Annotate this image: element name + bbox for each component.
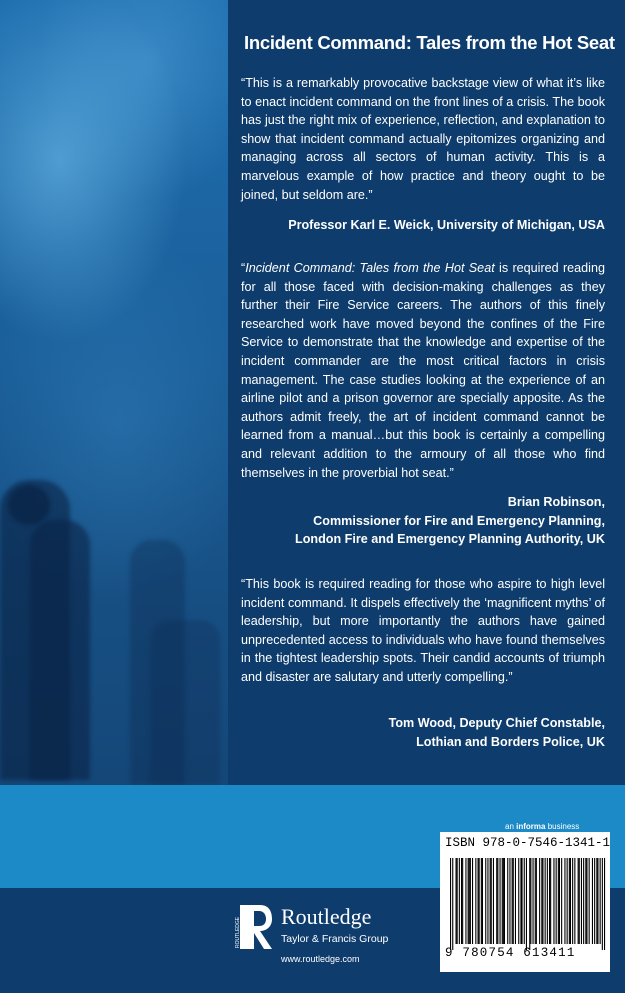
- barcode-bar: [569, 858, 570, 944]
- informa-brand: informa: [516, 822, 546, 831]
- barcode-bar: [541, 858, 542, 944]
- barcode-bar: [542, 858, 543, 944]
- barcode-bar: [481, 858, 482, 944]
- attribution-line: Tom Wood, Deputy Chief Constable,: [388, 716, 605, 730]
- barcode-bar: [581, 858, 582, 944]
- barcode-bar: [457, 858, 458, 944]
- barcode-bar: [518, 858, 519, 944]
- barcode-bar: [579, 858, 580, 944]
- barcode-bar: [462, 858, 463, 944]
- barcode-bar: [596, 858, 597, 944]
- informa-suffix: business: [545, 822, 580, 831]
- barcode-bar: [487, 858, 488, 944]
- barcode-bar: [570, 858, 571, 944]
- quote-open: “: [241, 261, 246, 275]
- attribution-line: Commissioner for Fire and Emergency Planning,: [313, 513, 605, 528]
- barcode-bar: [602, 858, 603, 950]
- barcode-bar: [556, 858, 557, 944]
- barcode-bar: [597, 858, 598, 944]
- quoted-book-title: Incident Command: Tales from the Hot Seat: [245, 261, 495, 275]
- barcode-bar: [526, 858, 527, 950]
- attribution-line: Professor Karl E. Weick, University of Michigan, USA: [288, 218, 605, 232]
- barcode-bar: [558, 858, 559, 944]
- barcode-bar: [470, 858, 471, 944]
- firefighter-photo: [0, 0, 230, 785]
- review-attribution-3: [389, 714, 605, 751]
- publisher-group: Taylor & Francis Group: [281, 933, 389, 945]
- barcode-bar: [469, 858, 470, 944]
- review-attribution-1: [288, 216, 605, 235]
- barcode-bar: [490, 858, 491, 944]
- barcode-bar: [502, 858, 503, 944]
- barcode-bar: [512, 858, 513, 944]
- barcode-bar: [500, 858, 501, 944]
- informa-business-tag: [505, 822, 579, 831]
- barcode-bar: [592, 858, 593, 944]
- barcode-bar: [550, 858, 551, 944]
- barcode-bar: [491, 858, 492, 944]
- publisher-name: Routledge: [281, 904, 372, 929]
- barcode-bar: [586, 858, 587, 944]
- barcode-bar: [564, 858, 565, 944]
- barcode-bar: [479, 858, 480, 944]
- barcode-bar: [553, 858, 554, 944]
- barcode-bar: [475, 858, 476, 944]
- barcode-bar: [509, 858, 510, 944]
- barcode-bar: [589, 858, 590, 944]
- barcode-bar: [572, 858, 573, 944]
- quote-body: is required reading for all those faced with decision-making challenges as they further their Fire Service careers. The authors of this finely researched work have moved beyond the confines of the Fire Service to demonstrate that the knowledge and expertise of the incident commander are the most critical factors in crisis management. The case studies looking at the experience of an airline pilot and a prison governor are specially apposite. As the authors admit freely, the art of incident command cannot be learned from a manual…but this book is certainly a compelling and relevant addition to the armoury of all those who find themselves in the proverbial hot seat.”: [241, 261, 605, 480]
- attribution-line: Lothian and Borders Police, UK: [416, 734, 605, 749]
- routledge-logo-icon: [238, 903, 274, 955]
- barcode-bar: [585, 858, 586, 944]
- barcode-bar: [497, 858, 498, 944]
- barcode-bar: [452, 858, 453, 950]
- routledge-side-mark: ROUTLEDGE: [235, 916, 241, 948]
- isbn-label: ISBN 978-0-7546-1341-1: [445, 836, 611, 850]
- barcode-bar: [549, 858, 550, 944]
- barcode-bar: [539, 858, 540, 944]
- barcode-bar: [485, 858, 486, 944]
- barcode-bar: [503, 858, 504, 944]
- barcode-bar: [496, 858, 497, 944]
- barcode-bar: [524, 858, 525, 944]
- barcode-bar: [493, 858, 494, 944]
- barcode-bar: [604, 858, 605, 950]
- barcode-bar: [561, 858, 562, 944]
- barcode-bar: [515, 858, 516, 944]
- review-quote-2: [241, 259, 605, 482]
- barcode-bar: [536, 858, 537, 944]
- barcode-bar: [600, 858, 601, 944]
- barcode-bar: [450, 858, 451, 950]
- barcode-bar: [456, 858, 457, 944]
- informa-prefix: an: [505, 822, 517, 831]
- attribution-line: Brian Robinson,: [507, 495, 605, 509]
- barcode-bar: [578, 858, 579, 944]
- barcode-bar: [545, 858, 546, 944]
- barcode-bar: [535, 858, 536, 944]
- barcode-bar: [482, 858, 483, 944]
- barcode-bar: [567, 858, 568, 944]
- barcode-bar: [459, 858, 460, 944]
- barcode-bar: [529, 858, 530, 950]
- book-title: Incident Command: Tales from the Hot Seat: [244, 32, 615, 53]
- barcode-bar: [583, 858, 584, 944]
- barcode-bar: [522, 858, 523, 944]
- barcode-bar: [530, 858, 531, 944]
- review-quote-1: “This is a remarkably provocative backstage view of what it’s like to enact incident command on the front lines of a crisis. The book has just the right mix of experience, reflection, and explanation to show that incident command actually epitomizes organizing and managing across all sectors of human activity. This is a marvelous example of how practice and theory ought to be joined, but seldom are.”: [241, 76, 605, 202]
- barcode-bar: [478, 858, 479, 944]
- barcode-bar: [468, 858, 469, 944]
- barcode-bar: [574, 858, 575, 944]
- attribution-line: London Fire and Emergency Planning Authority, UK: [295, 532, 605, 547]
- barcode-bar: [461, 858, 462, 944]
- barcode-bar: [594, 858, 595, 944]
- publisher-url[interactable]: www.routledge.com: [281, 954, 360, 964]
- barcode-bar: [507, 858, 508, 944]
- review-quote-3: “This book is required reading for those who aspire to high level incident command. It dispels effectively the ‘magnificent myths’ of leadership, but more importantly the authors have gained unprecedented access to individuals who have found themselves in the tightest leadership spots. Their candid accounts of triumph and disaster are salutary and utterly compelling.”: [241, 577, 605, 684]
- barcode-bar: [472, 858, 473, 944]
- barcode-bar: [533, 858, 534, 944]
- barcode-bar: [559, 858, 560, 944]
- isbn-digits: 9 780754 613411: [445, 946, 576, 960]
- barcode-bar: [520, 858, 521, 944]
- review-attribution-2: [295, 493, 605, 549]
- barcode-bar: [504, 858, 505, 944]
- barcode-bar: [547, 858, 548, 944]
- barcode-bar: [465, 858, 466, 944]
- barcode-bar: [513, 858, 514, 944]
